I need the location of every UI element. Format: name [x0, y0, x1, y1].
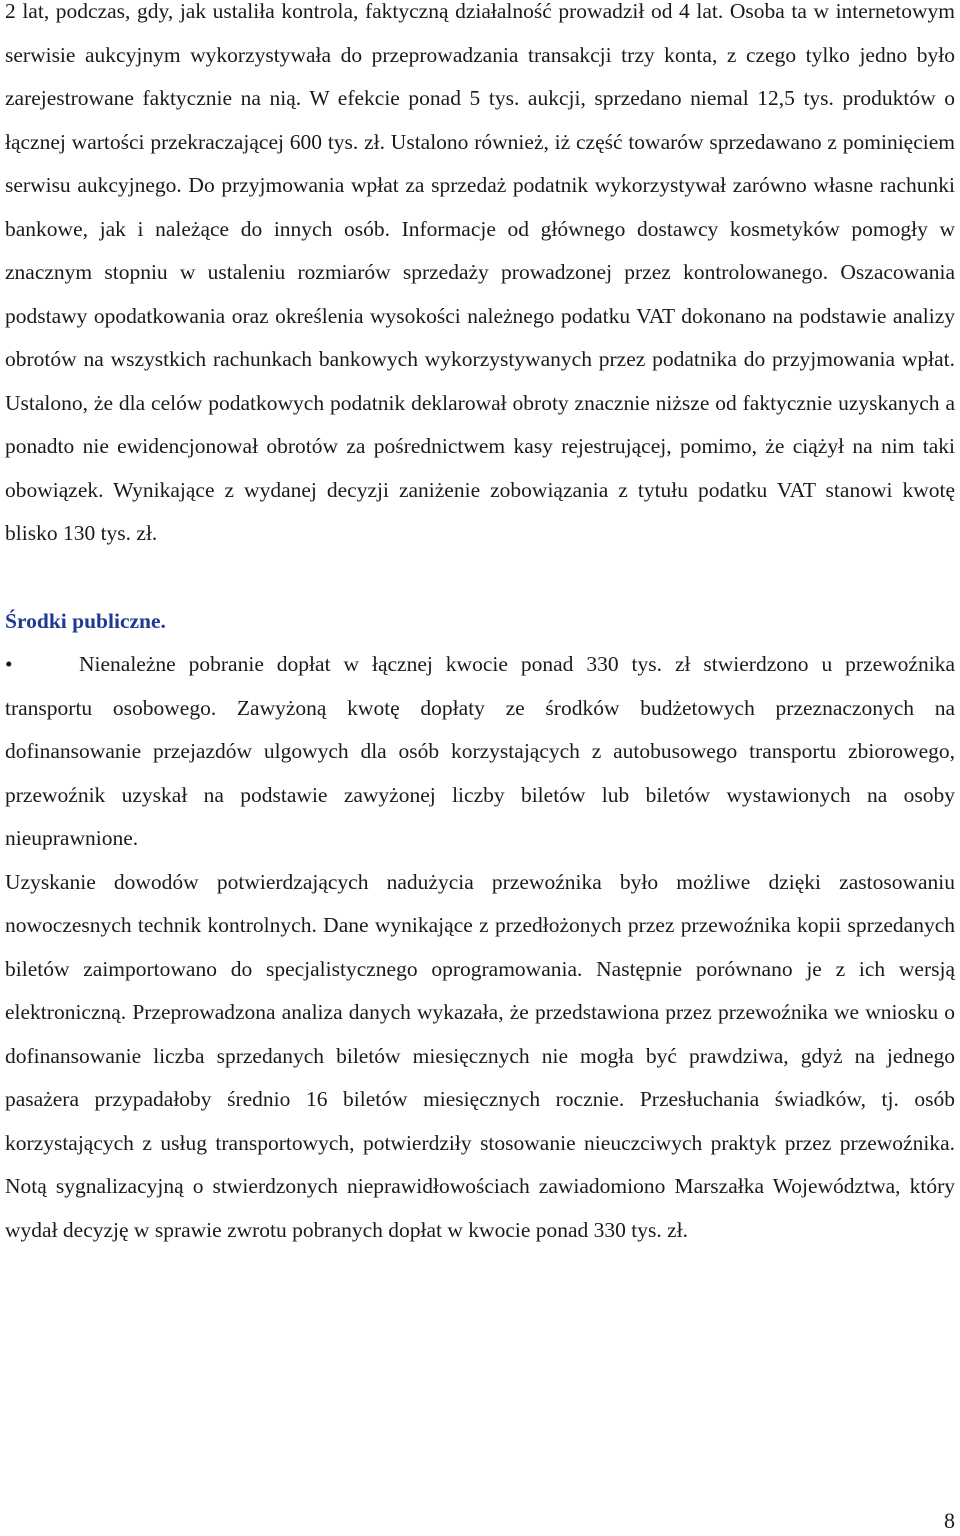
bullet-list-item — [5, 643, 955, 861]
bullet-icon: • — [5, 652, 13, 676]
body-paragraph: 2 lat, podczas, gdy, jak ustaliła kontrola, faktyczną działalność prowadził od 4 lat. Osoba ta w internetowym serwisie aukcyjnym wykorzystywała do przeprowadzania transakcji trzy konta, z czego tylko jedno było zarejestrowane faktycznie na nią. W efekcie ponad 5 tys. aukcji, sprzedano niemal 12,5 tys. produktów o łącznej wartości przekraczającej 600 tys. zł. Ustalono również, iż część towarów sprzedawano z pominięciem serwisu aukcyjnego. Do przyjmowania wpłat za sprzedaż podatnik wykorzystywał zarówno własne rachunki bankowe, jak i należące do innych osób. Informacje od głównego dostawcy kosmetyków pomogły w znacznym stopniu w ustaleniu rozmiarów sprzedaży prowadzonej przez kontrolowanego. Oszacowania podstawy opodatkowania oraz określenia wysokości należnego podatku VAT dokonano na podstawie analizy obrotów na wszystkich rachunkach bankowych wykorzystywanych przez podatnika do przyjmowania wpłat. Ustalono, że dla celów podatkowych podatnik deklarował obroty znacznie niższe od faktycznie uzyskanych a ponadto nie ewidencjonował obrotów za pośrednictwem kasy rejestrującej, pomimo, że ciążył na nim taki obowiązek. Wynikające z wydanej decyzji zaniżenie zobowiązania z tytułu podatku VAT stanowi kwotę blisko 130 tys. zł. — [5, 0, 955, 545]
section-heading: Środki publiczne. — [5, 608, 166, 633]
bullet-item-text: Nienależne pobranie dopłat w łącznej kwocie ponad 330 tys. zł stwierdzono u przewoźnika transportu osobowego. Zawyżoną kwotę dopłaty ze środków budżetowych przeznaczonych na dofinansowanie przejazdów ulgowych dla osób korzystających z autobusowego transportu zbiorowego, przewoźnik uzyskał na podstawie zawyżonej liczby biletów lub biletów wystawionych na osoby nieuprawnione. — [5, 652, 955, 850]
page-number: 8 — [944, 1508, 955, 1533]
body-paragraph-2: Uzyskanie dowodów potwierdzających nadużycia przewoźnika było możliwe dzięki zastosowaniu nowoczesnych technik kontrolnych. Dane wynikające z przedłożonych przez przewoźnika kopii sprzedanych biletów zaimportowano do specjalistycznego oprogramowania. Następnie porównano je z ich wersją elektroniczną. Przeprowadzona analiza danych wykazała, że przedstawiona przez przewoźnika we wniosku o dofinansowanie liczba sprzedanych biletów miesięcznych nie mogła być prawdziwa, gdyż na jednego pasażera przypadałoby średnio 16 biletów miesięcznych rocznie. Przesłuchania świadków, tj. osób korzystających z usług transportowych, potwierdziły stosowanie nieuczciwych praktyk przez przewoźnika. Notą sygnalizacyjną o stwierdzonych nieprawidłowościach zawiadomiono Marszałka Województwa, który wydał decyzję w sprawie zwrotu pobranych dopłat w kwocie ponad 330 tys. zł. — [5, 869, 955, 1242]
document-page — [5, 0, 955, 1252]
